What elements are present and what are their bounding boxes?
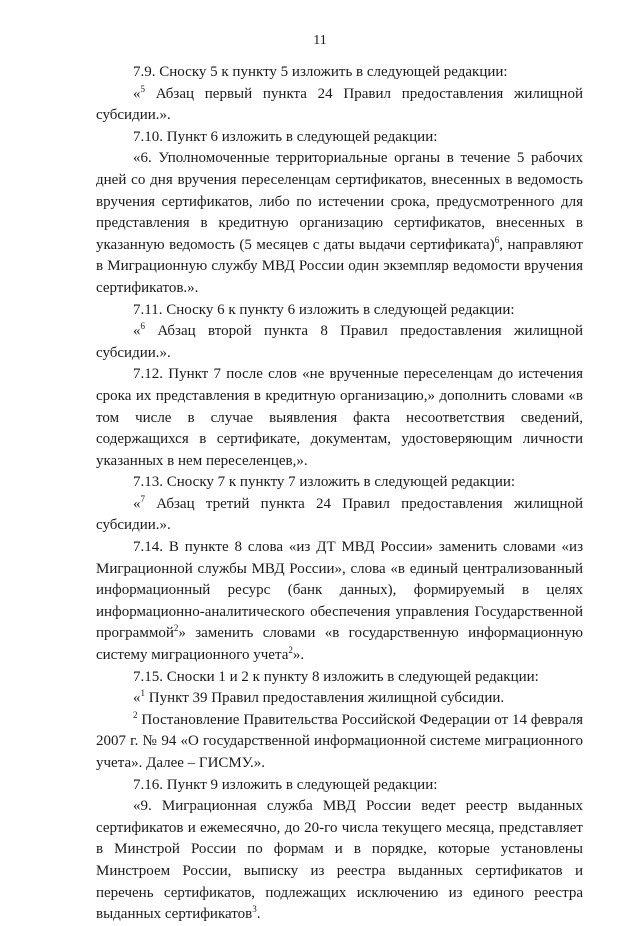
footnote-marker: 2 [173,623,179,634]
paragraph-text: Абзац второй пункта 8 Правил предоставления жилищной субсидии.». [96,323,583,361]
paragraph [96,472,583,494]
paragraph [96,127,583,149]
paragraph-text: « [133,690,141,707]
paragraph-text: 7.14. В пункте 8 слова «из ДТ МВД России» заменить словами «из Миграционной службы МВД России», слова «в единый централизованный информационный ресурс (банк данных), формируемый в целях информационно-аналитического обеспечения управления Государственной программой [96,539,583,642]
paragraph [96,796,583,926]
paragraph-text: 7.16. Пункт 9 изложить в следующей редакции: [133,776,438,793]
paragraph [96,321,583,364]
paragraph-text: 7.13. Сноску 7 к пункту 7 изложить в следующей редакции: [133,474,516,491]
paragraph [96,494,583,537]
paragraph-text: « [133,85,141,102]
paragraph-text: ». [292,647,305,664]
paragraph [96,537,583,667]
paragraph-text: Пункт 39 Правил предоставления жилищной субсидии. [145,690,505,707]
paragraph [96,667,583,689]
document-body [96,62,583,926]
paragraph-text: Постановление Правительства Российской Федерации от 14 февраля 2007 г. № 94 «О государственной информационной системе миграционного учета». Далее – ГИСМУ.». [96,711,583,771]
paragraph [96,364,583,472]
paragraph [96,300,583,322]
paragraph-text: 7.10. Пункт 6 изложить в следующей редакции: [133,128,438,145]
paragraph-text: » заменить словами «в государственную информационную систему миграционного учета [96,625,583,664]
footnote-marker: 6 [140,321,145,332]
paragraph-text: «6. Уполномоченные территориальные органы в течение 5 рабочих дней со дня вручения переселенцам сертификатов, внесенных в ведомость вручения сертификатов, либо по истечении срока, предусмотренного для представления в кредитную организацию сертификатов, внесенных в указанную ведомость (5 месяцев с даты выдачи сертификата) [96,150,583,253]
paragraph-text: « [133,323,141,340]
page-number: 11 [313,33,327,48]
paragraph-text: 7.15. Сноски 1 и 2 к пункту 8 изложить в следующей редакции: [133,668,539,685]
footnote-marker: 3 [252,904,257,915]
paragraph-text: 7.11. Сноску 6 к пункту 6 изложить в следующей редакции: [133,301,515,318]
footnote-marker: 2 [133,709,138,720]
paragraph [96,710,583,775]
paragraph-text: 7.9. Сноску 5 к пункту 5 изложить в следующей редакции: [133,64,508,80]
footnote-marker: 1 [140,688,145,699]
paragraph-text: 7.12. Пункт 7 после слов «не врученные переселенцам до истечения срока их представления в кредитную организацию,» дополнить словами «в том числе в случае выявления факта несоответствия сведений, содержащихся в сертификате, документам, удостоверяющим личности указанных в нем переселенцев,». [96,366,583,469]
footnote-marker: 2 [288,645,293,656]
paragraph-text: «9. Миграционная служба МВД России ведет реестр выданных сертификатов и ежемесячно, до 20-го числа текущего месяца, представляет в Минстрой России по формам и в порядке, которые установлены Минстроем России, выписку из реестра выданных сертификатов и перечень сертификатов, подлежащих исключению из единого реестра выданных сертификатов [96,798,583,923]
paragraph-text: « [133,495,141,512]
paragraph [96,84,583,127]
footnote-marker: 7 [140,493,145,504]
footnote-marker: 5 [140,83,145,94]
paragraph [96,688,583,710]
paragraph [96,775,583,797]
paragraph [96,62,583,84]
paragraph-text: , направляют в Миграционную службу МВД России один экземпляр ведомости вручения сертификатов.». [96,236,583,296]
paragraph [96,148,583,299]
paragraph-text: . [256,906,261,923]
footnote-marker: 6 [494,234,500,245]
paragraph-text: Абзац первый пункта 24 Правил предоставления жилищной субсидии.». [96,85,583,124]
paragraph-text: Абзац третий пункта 24 Правил предоставления жилищной субсидии.». [96,495,583,534]
